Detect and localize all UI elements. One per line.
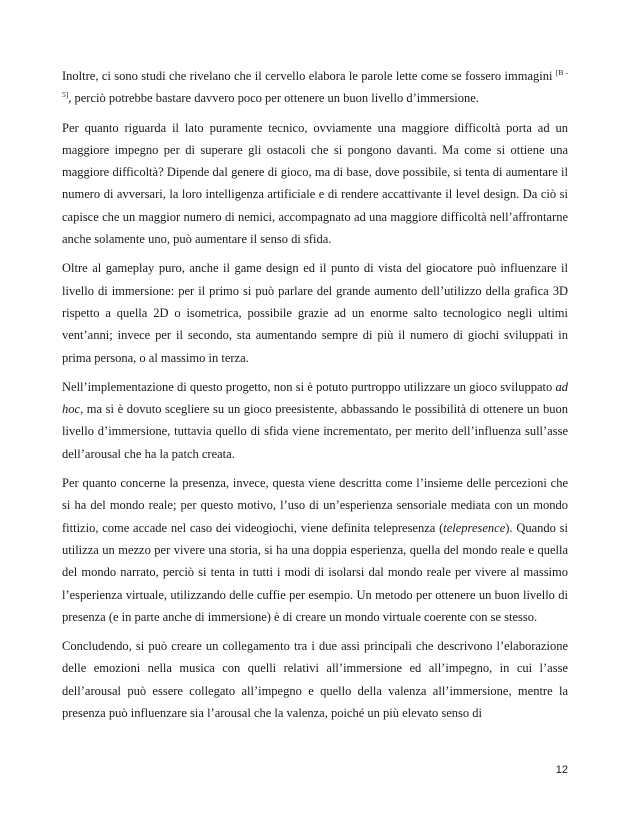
paragraph-4 [62,376,568,465]
paragraph-5-text: Per quanto concerne la presenza, invece, questa viene descritta come l’insieme delle percezioni che si ha del mondo reale; per questo motivo, l’uso di un’esperienza sensoriale mediata con un mondo fittizio, come accade nel caso dei videogiochi, viene definita telepresenza ( [62,476,568,535]
citation-ref: [B - 5] [62,68,569,100]
page-number: 12 [555,764,568,776]
italic-term-ad-hoc: ad hoc [62,379,568,417]
paragraph-1-text-cont: , perciò potrebbe bastare davvero poco per ottenere un buon livello d’immersione. [68,91,479,106]
body-text [62,65,568,731]
paragraph-2: Per quanto riguarda il lato puramente tecnico, ovviamente una maggiore difficoltà porta ad un maggiore impegno per di superare gli ostacoli che si pongono davanti. Ma come si ottiene una maggiore difficoltà? Dipende dal genere di gioco, ma di base, dove possibile, si tenta di aumentare il numero di avversari, la loro intelligenza artificiale e di rendere accattivante il level design. Da ciò si capisce che un maggior numero di nemici, accompagnato ad una maggiore difficoltà nell’affrontarne anche solamente uno, può aumentare il senso di sfida. [62,120,568,247]
paragraph-4-text: Nell’implementazione di questo progetto, non si è potuto purtroppo utilizzare un gioco sviluppato [62,379,556,394]
paragraph-4-text-cont: , ma si è dovuto scegliere su un gioco preesistente, abbassando le possibilità di ottenere un buon livello d’immersione, tuttavia quello di sfida viene incrementato, per merito dell’influenza sull’asse dell’arousal che ha la patch creata. [62,402,568,461]
paragraph-1 [62,65,568,110]
paragraph-5 [62,472,568,628]
paragraph-5-text-cont: ). Quando si utilizza un mezzo per vivere una storia, si ha una doppia esperienza, quella del mondo reale e quella del mondo narrato, perciò si tenta in tutti i modi di isolarsi dal mondo reale per vivere al massimo l’esperienza virtuale, utilizzando delle cuffie per esempio. Un metodo per ottenere un buon livello di presenza (e in parte anche di immersione) è di creare un mondo virtuale coerente con se stesso. [62,520,569,624]
paragraph-6: Concludendo, si può creare un collegamento tra i due assi principali che descrivono l’elaborazione delle emozioni nella musica con quelli relativi all’immersione ed all’impegno, in cui l’asse dell’arousal può essere collegato all’impegno e quello della valenza all’immersione, mentre la presenza può influenzare sia l’arousal che la valenza, poiché un più elevato senso di [62,639,568,721]
paragraph-1-text: Inoltre, ci sono studi che rivelano che il cervello elabora le parole lette come se fossero immagini [62,69,556,83]
italic-term-telepresence: telepresence [443,520,506,535]
paragraph-3: Oltre al gameplay puro, anche il game design ed il punto di vista del giocatore può influenzare il livello di immersione: per il primo si può parlare del grande aumento dell’utilizzo della grafica 3D rispetto a quella 2D o isometrica, possibile grazie ad un enorme salto tecnologico negli ultimi vent’anni; invece per il secondo, sta aumentando sempre di più il numero di giochi sviluppati in prima persona, o al massimo in terza. [62,261,568,365]
